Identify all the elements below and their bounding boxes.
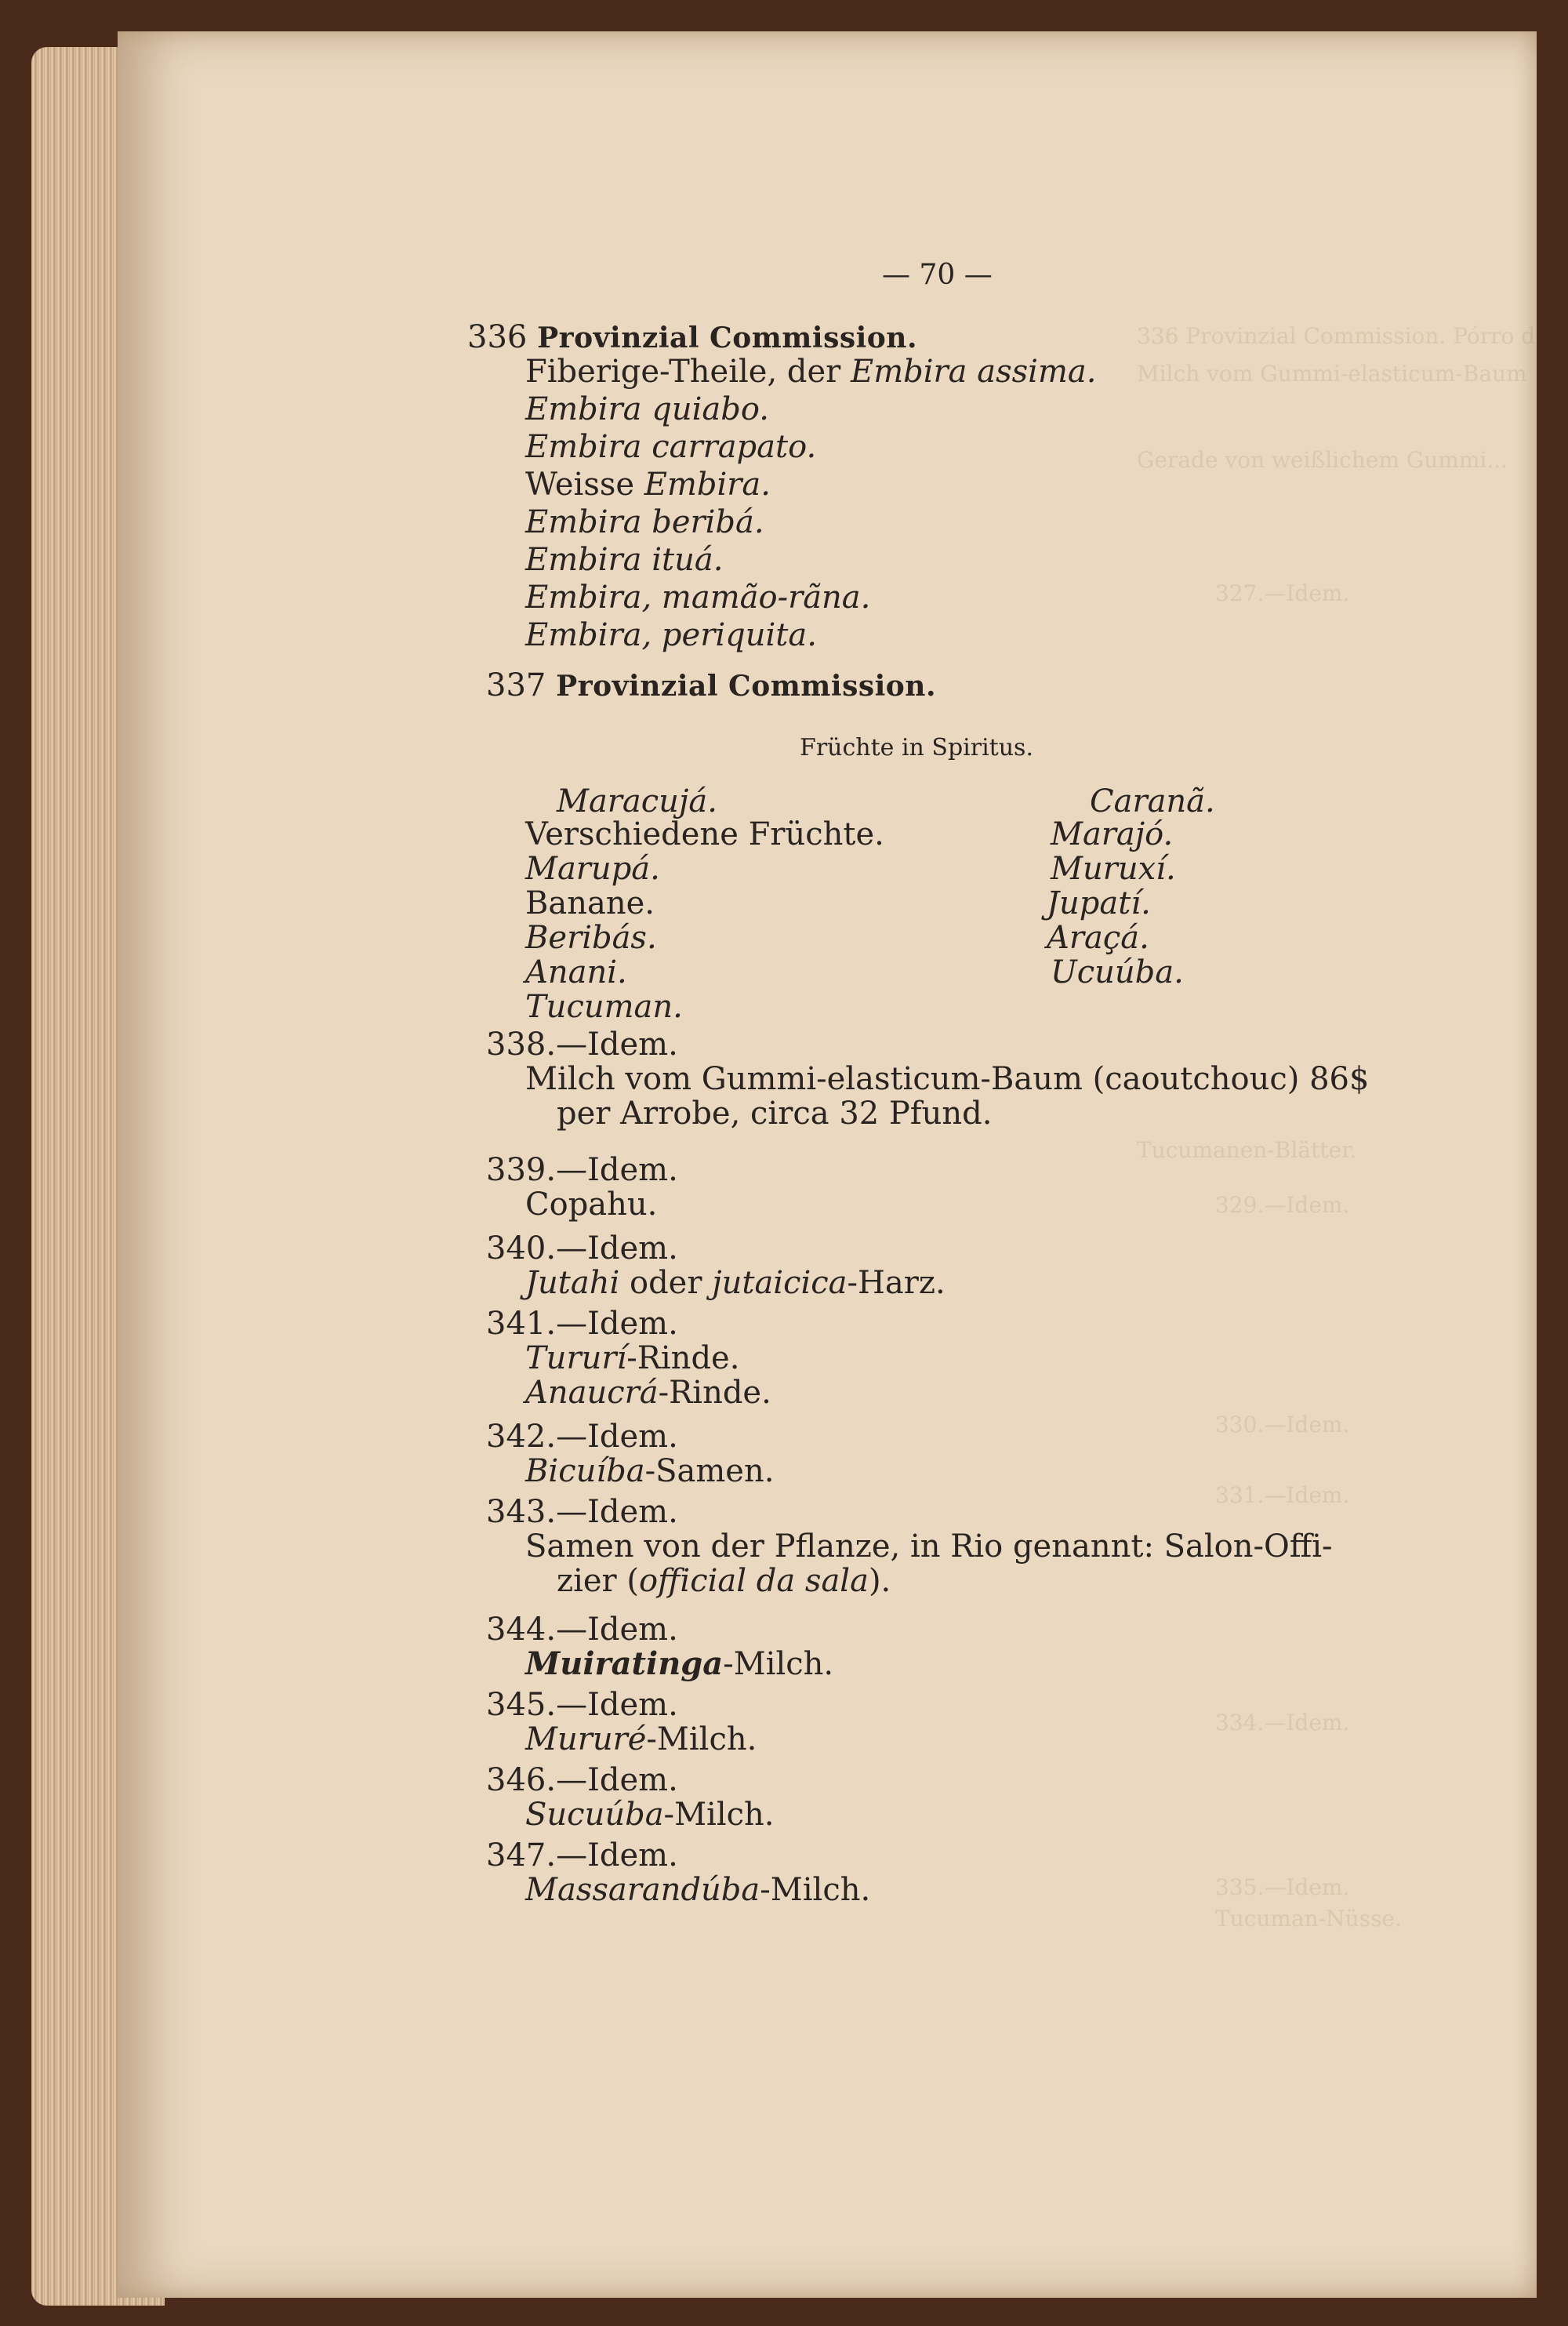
- entry-341-text: -Rinde.: [626, 1340, 740, 1376]
- entry-337-subtitle: Früchte in Spiritus.: [800, 734, 1033, 761]
- entry-339-label: 339.—Idem.: [486, 1152, 678, 1188]
- entry-347-label: 347.—Idem.: [486, 1837, 678, 1874]
- entry-338-line: per Arrobe, circa 32 Pfund.: [557, 1096, 993, 1132]
- entry-341-line: [525, 1341, 739, 1376]
- entry-347-line: [525, 1873, 870, 1907]
- entry-341-line: [525, 1376, 771, 1410]
- entry-336-number: 336: [467, 319, 528, 355]
- entry-346-label: 346.—Idem.: [486, 1762, 678, 1798]
- entry-340-italic: Jutahi: [525, 1265, 620, 1301]
- bleed-through-text: 329.—Idem.: [1215, 1192, 1350, 1218]
- entry-341-label: 341.—Idem.: [486, 1306, 678, 1342]
- entry-343-text: ).: [868, 1563, 891, 1599]
- entry-336-line: Embira ituá.: [525, 542, 724, 578]
- entry-347-italic: Massarandúba: [525, 1872, 760, 1908]
- entry-344-italic: Muiratinga: [525, 1645, 724, 1682]
- entry-338-line: Milch vom Gummi-elasticum-Baum (caoutchouc) 86$: [525, 1061, 1370, 1097]
- fruit-left-item: Marupá.: [525, 851, 660, 887]
- bleed-through-text: Milch vom Gummi-elasticum-Baum: [1137, 361, 1527, 387]
- fruit-right-item: Muruxí.: [1051, 851, 1176, 887]
- entry-340-text: -Harz.: [847, 1265, 946, 1301]
- bleed-through-text: 335.—Idem.: [1215, 1874, 1350, 1900]
- entry-341-italic: Tururí: [525, 1340, 627, 1376]
- bleed-through-text: 327.—Idem.: [1215, 580, 1350, 606]
- entry-337-number: 337: [486, 667, 546, 703]
- entry-336-line: Embira carrapato.: [525, 429, 817, 465]
- entry-337-title: Provinzial Commission.: [556, 670, 937, 703]
- entry-337-heading: [486, 668, 936, 703]
- entry-343-line: Samen von der Pflanze, in Rio genannt: Salon-Offi-: [525, 1528, 1333, 1565]
- entry-341-italic: Anaucrá: [525, 1375, 659, 1411]
- entry-340-label: 340.—Idem.: [486, 1230, 678, 1267]
- entry-339-line: Copahu.: [525, 1187, 658, 1223]
- entry-336-line: Embira, periquita.: [525, 617, 817, 653]
- entry-343-label: 343.—Idem.: [486, 1494, 678, 1530]
- entry-340-italic: jutaicica: [712, 1265, 848, 1301]
- entry-345-italic: Mururé: [525, 1721, 647, 1757]
- entry-342-italic: Bicuíba: [525, 1453, 645, 1489]
- entry-344-line: [525, 1647, 833, 1681]
- entry-336-title: Provinzial Commission.: [537, 322, 918, 354]
- entry-346-italic: Sucuúba: [525, 1797, 664, 1833]
- entry-340-text: oder: [619, 1265, 713, 1301]
- fruit-right-item: Ucuúba.: [1051, 954, 1184, 990]
- fruit-right-item: Araçá.: [1047, 920, 1149, 956]
- entry-342-text: -Samen.: [644, 1453, 775, 1489]
- fruit-left-item: Maracujá.: [557, 783, 717, 820]
- entry-342-line: [525, 1454, 774, 1488]
- fruit-left-item: Anani.: [525, 954, 627, 990]
- entry-336-line: Embira beribá.: [525, 504, 764, 540]
- entry-336-line-text: Fiberige-Theile, der: [525, 354, 851, 390]
- entry-345-text: -Milch.: [646, 1721, 757, 1757]
- bleed-through-text: Gerade von weißlichem Gummi...: [1137, 447, 1508, 473]
- entry-341-text: -Rinde.: [658, 1375, 771, 1411]
- fruit-left-item: Beribás.: [525, 920, 657, 956]
- bleed-through-text: 330.—Idem.: [1215, 1412, 1350, 1437]
- entry-336-line: [525, 354, 1096, 389]
- bleed-through-text: 331.—Idem.: [1215, 1482, 1350, 1508]
- entry-336-line-text: Weisse: [525, 467, 644, 503]
- entry-346-line: [525, 1797, 774, 1832]
- entry-336-line: Embira, mamão-rãna.: [525, 580, 871, 616]
- fruit-right-item: Marajó.: [1051, 816, 1174, 852]
- entry-344-label: 344.—Idem.: [486, 1612, 678, 1648]
- fruit-left-item: Banane.: [525, 885, 655, 921]
- entry-347-text: -Milch.: [760, 1872, 871, 1908]
- fruit-right-item: Caranã.: [1090, 783, 1215, 820]
- fruit-left-item: Verschiedene Früchte.: [525, 816, 884, 852]
- entry-343-line: [557, 1564, 891, 1598]
- entry-340-line: [525, 1266, 946, 1300]
- bleed-through-text: Tucumanen-Blätter.: [1137, 1137, 1357, 1163]
- entry-345-label: 345.—Idem.: [486, 1687, 678, 1723]
- entry-336-line: Embira quiabo.: [525, 391, 769, 427]
- bleed-through-text: 336 Provinzial Commission. Pórro d: [1137, 323, 1536, 349]
- entry-344-text: -Milch.: [723, 1646, 834, 1682]
- entry-336-line-italic: Embira.: [644, 467, 771, 503]
- bleed-through-text: Tucuman-Nüsse.: [1215, 1906, 1402, 1932]
- fruit-left-item: Tucuman.: [525, 989, 683, 1025]
- fruit-right-item: Jupatí.: [1047, 885, 1151, 921]
- entry-343-text: zier (: [557, 1563, 639, 1599]
- entry-346-text: -Milch.: [663, 1797, 775, 1833]
- entry-345-line: [525, 1722, 757, 1757]
- page-number: — 70 —: [882, 259, 993, 291]
- bleed-through-text: 334.—Idem.: [1215, 1710, 1350, 1735]
- entry-336-line: [525, 467, 771, 502]
- entry-336-heading: [467, 320, 917, 355]
- entry-338-label: 338.—Idem.: [486, 1027, 678, 1063]
- entry-342-label: 342.—Idem.: [486, 1419, 678, 1455]
- entry-336-line-italic: Embira assima.: [851, 354, 1097, 390]
- entry-343-italic: official da sala: [638, 1563, 869, 1599]
